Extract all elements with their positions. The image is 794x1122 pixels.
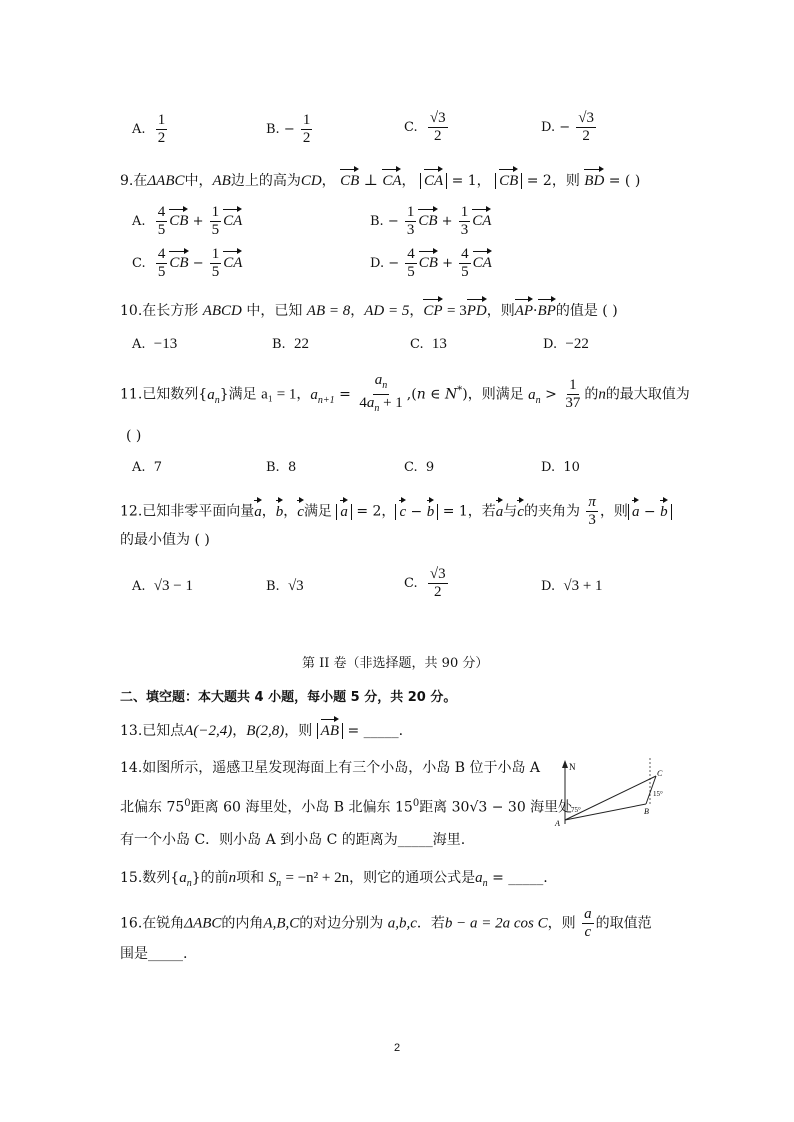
question-14-line1: 14.如图所示，遥感卫星发现海面上有三个小岛，小岛 B 位于小岛 A [120, 760, 541, 776]
q8-option-a: A. $\frac{1}{2}$ [132, 112, 166, 146]
q10-option-d: D. −22 [543, 336, 589, 352]
q12-option-c: C. $\frac{√3}{2}$ [404, 566, 446, 600]
q9-option-b: B. − $\frac{1}{3}$ CB + $\frac{1}{3}$ CA [370, 204, 492, 238]
angle-75-label: 75° [571, 806, 581, 814]
q11-option-d: D. 10 [541, 460, 580, 475]
q9-option-a: A. $\frac{4}{5}$ CB + $\frac{1}{5}$ CA [132, 204, 243, 238]
point-b-label: B [644, 807, 649, 816]
q9-option-d: D. − $\frac{4}{5}$ CB + $\frac{4}{5}$ CA [370, 246, 492, 280]
north-arrow-icon [562, 760, 568, 768]
page-number: 2 [394, 1042, 401, 1054]
question-14-line3: 有一个小岛 C．则小岛 A 到小岛 C 的距离为_____海里. [120, 832, 466, 848]
question-14-line2: 北偏东 $75^0$距离 60 海里处，小岛 B 北偏东 $15^0$距离 30√3 − 30 海里处 [120, 798, 573, 816]
q11-option-b: B. 8 [266, 460, 297, 475]
q8-option-d: D. − $\frac{√3}{2}$ [541, 110, 595, 144]
point-a-label: A [555, 819, 560, 828]
q11-option-a: A. 7 [132, 460, 163, 475]
question-12: 12.已知非零平面向量a，b，c满足 a = 2， c − b = 1，若a与c的夹角为 $\frac{\pi}{3}$ ，则 a − b [120, 494, 672, 529]
island-diagram [553, 756, 673, 830]
q10-option-c: C. 13 [410, 336, 447, 352]
q9-option-c: C. $\frac{4}{5}$ CB − $\frac{1}{5}$ CA [132, 246, 243, 280]
q12-line2: 的最小值为 ( ) [120, 532, 210, 548]
question-10: 10.在长方形 ABCD 中，已知 AB = 8，AD = 5，CP = 3PD，则AP·BP的值是 ( ) [120, 298, 618, 321]
q12-option-a: A. √3 − 1 [132, 578, 193, 594]
q10-option-a: A. −13 [132, 336, 178, 352]
q8-option-c: C. $\frac{√3}{2}$ [404, 110, 446, 144]
question-13: 13.已知点A(−2,4)，B(2,8)，则 AB = _____. [120, 718, 403, 741]
section-heading: 二、填空题：本大题共 4 小题，每小题 5 分，共 20 分。 [120, 690, 457, 705]
q12-option-b: B. √3 [266, 578, 304, 594]
question-11: 11.已知数列$\{a_n\}$满足 a₁ = 1，$a_{n+1}$ = $\frac{a_n}{4a_n + 1}$ ,(n ∈ N*)，则满足 $a_n$ > $\frac{1}{37}$ 的n的最大取值为 [120, 372, 690, 414]
question-16-line2: 围是_____. [120, 946, 188, 962]
q11-option-c: C. 9 [404, 460, 435, 475]
question-16: 16.在锐角ΔABC的内角A,B,C的对边分别为 a,b,c．若b − a = 2a cos C，则 $\frac{a}{c}$ 的取值范 [120, 906, 652, 940]
question-9: 9.在ΔABC中，AB边上的高为CD， CB ⊥ CA， CA = 1， CB = 2，则 BD = ( ) [120, 168, 640, 191]
angle-15-label: 15° [653, 790, 663, 798]
point-c-label: C [657, 769, 663, 778]
question-15: 15.数列$\{a_n\}$的前n项和 $S_n = -n^2 + 2n$，则它的通项公式是$a_n$ = _____. [120, 870, 548, 889]
q10-option-b: B. 22 [272, 336, 309, 352]
section-title: 第 II 卷（非选择题，共 90 分） [302, 656, 489, 671]
q12-option-d: D. √3 + 1 [541, 578, 603, 594]
north-label: N [569, 762, 576, 772]
q11-paren: ( ) [126, 428, 142, 444]
q8-option-b: B. − $\frac{1}{2}$ [266, 112, 311, 146]
